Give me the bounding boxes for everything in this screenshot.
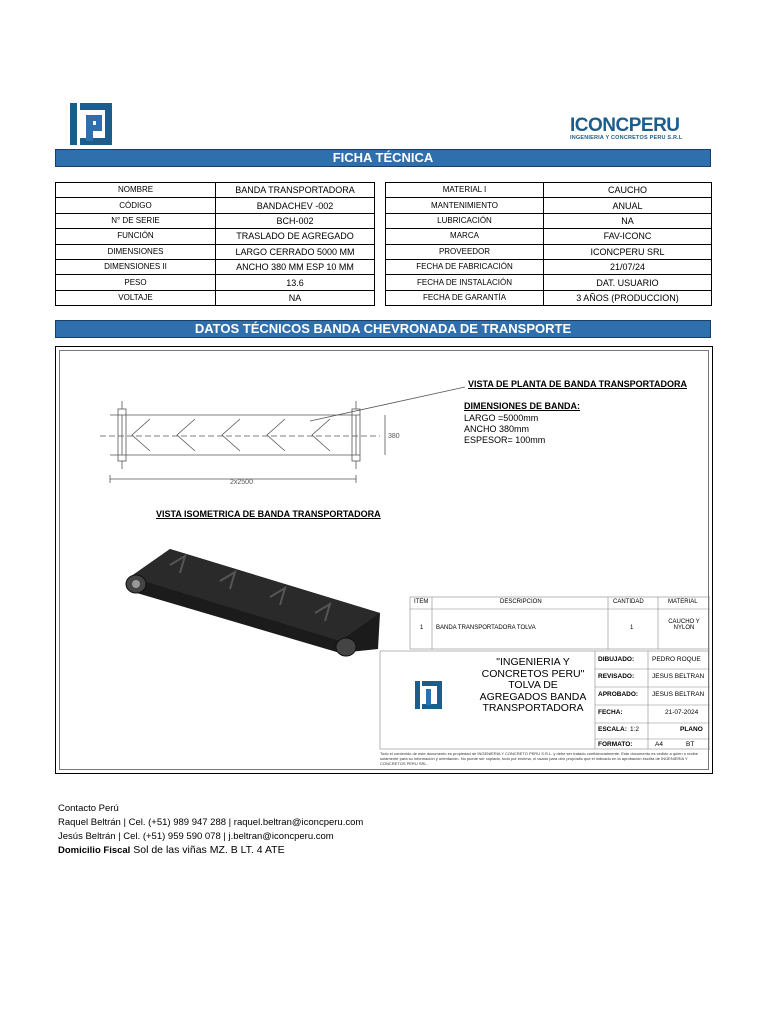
dim-espesor: ESPESOR= 100mm [464,435,546,445]
spec-label: PROVEEDOR [386,244,544,259]
title-block-logo-icon [415,681,442,709]
spec-table-right [385,182,712,306]
spec-label: MATERIAL I [386,183,544,198]
contact-line-raquel: Raquel Beltrán | Cel. (+51) 989 947 288 | raquel.beltran@iconcperu.com [58,817,364,828]
spec-label: CÓDIGO [56,198,216,213]
spec-label: DIMENSIONES II [56,259,216,274]
dim-length-label: 2x2500 [230,479,253,486]
spec-value: TRASLADO DE AGREGADO [216,229,375,244]
spec-value: ANUAL [544,198,712,213]
spec-row [386,244,712,259]
spec-value: 3 AÑOS (PRODUCCION) [544,290,712,305]
section-title-ficha-tecnica: FICHA TÉCNICA [55,149,711,167]
spec-row [56,183,375,198]
technical-drawing [55,346,713,774]
spec-value: NA [216,290,375,305]
section-title-datos-tecnicos: DATOS TÉCNICOS BANDA CHEVRONADA DE TRANSPORTE [55,320,711,338]
parts-cell-material: CAUCHO Y NYLON [668,619,700,631]
spec-row [386,198,712,213]
spec-value: 21/07/24 [544,259,712,274]
spec-label: FECHA DE GARANTÍA [386,290,544,305]
spec-value: 13.6 [216,275,375,290]
plan-view-title: VISTA DE PLANTA DE BANDA TRANSPORTADORA [468,379,687,389]
spec-table-left [55,182,375,306]
escala-label: ESCALA: [598,726,627,733]
spec-label: PESO [56,275,216,290]
dim-ancho: ANCHO 380mm [464,424,530,434]
spec-value: DAT. USUARIO [544,275,712,290]
spec-row [386,229,712,244]
formato-code: BT [686,741,695,748]
belt-isometric-view [126,549,380,656]
company-logo-icon [70,103,114,145]
spec-label: FECHA DE FABRICACIÓN [386,259,544,274]
spec-row [56,290,375,305]
contact-title: Contacto Perú [58,803,119,814]
spec-label: MARCA [386,229,544,244]
spec-value: BCH-002 [216,213,375,228]
revisado-label: REVISADO: [598,673,635,680]
spec-row [56,275,375,290]
brand-subtitle: INGENIERIA Y CONCRETOS PERU S.R.L [570,135,683,141]
spec-label: FECHA DE INSTALACIÓN [386,275,544,290]
spec-row [56,213,375,228]
spec-label: DIMENSIONES [56,244,216,259]
spec-label: N° DE SERIE [56,213,216,228]
fecha-value: 21-07-2024 [665,709,699,716]
dibujado-value: PEDRO ROQUE [652,656,701,663]
spec-row [386,213,712,228]
fiscal-address-label: Domicilio Fiscal [58,845,131,856]
spec-label: NOMBRE [56,183,216,198]
dim-largo: LARGO =5000mm [464,413,539,423]
spec-label: VOLTAJE [56,290,216,305]
parts-header-descripcion: DESCRIPCION [500,599,542,605]
parts-cell-cantidad: 1 [630,625,634,631]
spec-row [56,244,375,259]
spec-row [386,290,712,305]
spec-value: ANCHO 380 MM ESP 10 MM [216,259,375,274]
fiscal-address [58,843,285,858]
contact-line-jesus: Jesús Beltrán | Cel. (+51) 959 590 078 | j.beltran@iconcperu.com [58,831,334,842]
aprobado-label: APROBADO: [598,691,639,698]
formato-label: FORMATO: [598,741,633,748]
spec-value: NA [544,213,712,228]
dibujado-label: DIBUJADO: [598,656,635,663]
spec-value: ICONCPERU SRL [544,244,712,259]
drawing-disclaimer: Todo el contenido de este documento es propiedad de INGENIERIA Y CONCRETO PERU S.R.L. y debe ser tratado confidencialmente. Este documento es cedido a quien o recibe solamente para su información y orientación. No puede ser copiado, todo por encima, ni usado para otro propósito que el indicado en la aprobación escrita de INGENIERIA Y CONCRETOS PERU SRL. [380,751,698,766]
iso-view-title: VISTA ISOMETRICA DE BANDA TRANSPORTADORA [156,509,381,519]
parts-header-material: MATERIAL [668,599,698,605]
title-block-text: "INGENIERIA Y CONCRETOS PERU" TOLVA DE AGREGADOS BANDA TRANSPORTADORA [479,656,587,714]
parts-cell-descripcion: BANDA TRANSPORTADORA TOLVA [436,625,536,631]
spec-row [386,183,712,198]
belt-plan-view [100,387,465,483]
spec-row [386,275,712,290]
fecha-label: FECHA: [598,709,623,716]
spec-row [56,198,375,213]
spec-label: MANTENIMIENTO [386,198,544,213]
brand-logo [570,116,690,148]
escala-value: 1:2 [630,726,640,733]
spec-row [56,229,375,244]
spec-value: FAV-ICONC [544,229,712,244]
spec-label: LUBRICACIÓN [386,213,544,228]
revisado-value: JESUS BELTRAN [652,673,705,680]
aprobado-value: JESUS BELTRAN [652,691,705,698]
spec-row [386,259,712,274]
spec-value: LARGO CERRADO 5000 MM [216,244,375,259]
dimensions-title: DIMENSIONES DE BANDA: [464,401,581,411]
parts-header-cantidad: CANTIDAD [613,599,644,605]
spec-label: FUNCIÓN [56,229,216,244]
parts-cell-item: 1 [420,625,424,631]
spec-value: CAUCHO [544,183,712,198]
spec-value: BANDACHEV -002 [216,198,375,213]
spec-value: BANDA TRANSPORTADORA [216,183,375,198]
formato-value: A4 [655,741,663,748]
plano-label: PLANO [680,726,703,733]
dim-width-label: 380 [388,433,400,440]
spec-row [56,259,375,274]
brand-name: ICONCPERU [570,115,680,136]
fiscal-address-value: Sol de las viñas MZ. B LT. 4 ATE [133,844,285,856]
parts-header-item: ITEM [414,599,429,605]
